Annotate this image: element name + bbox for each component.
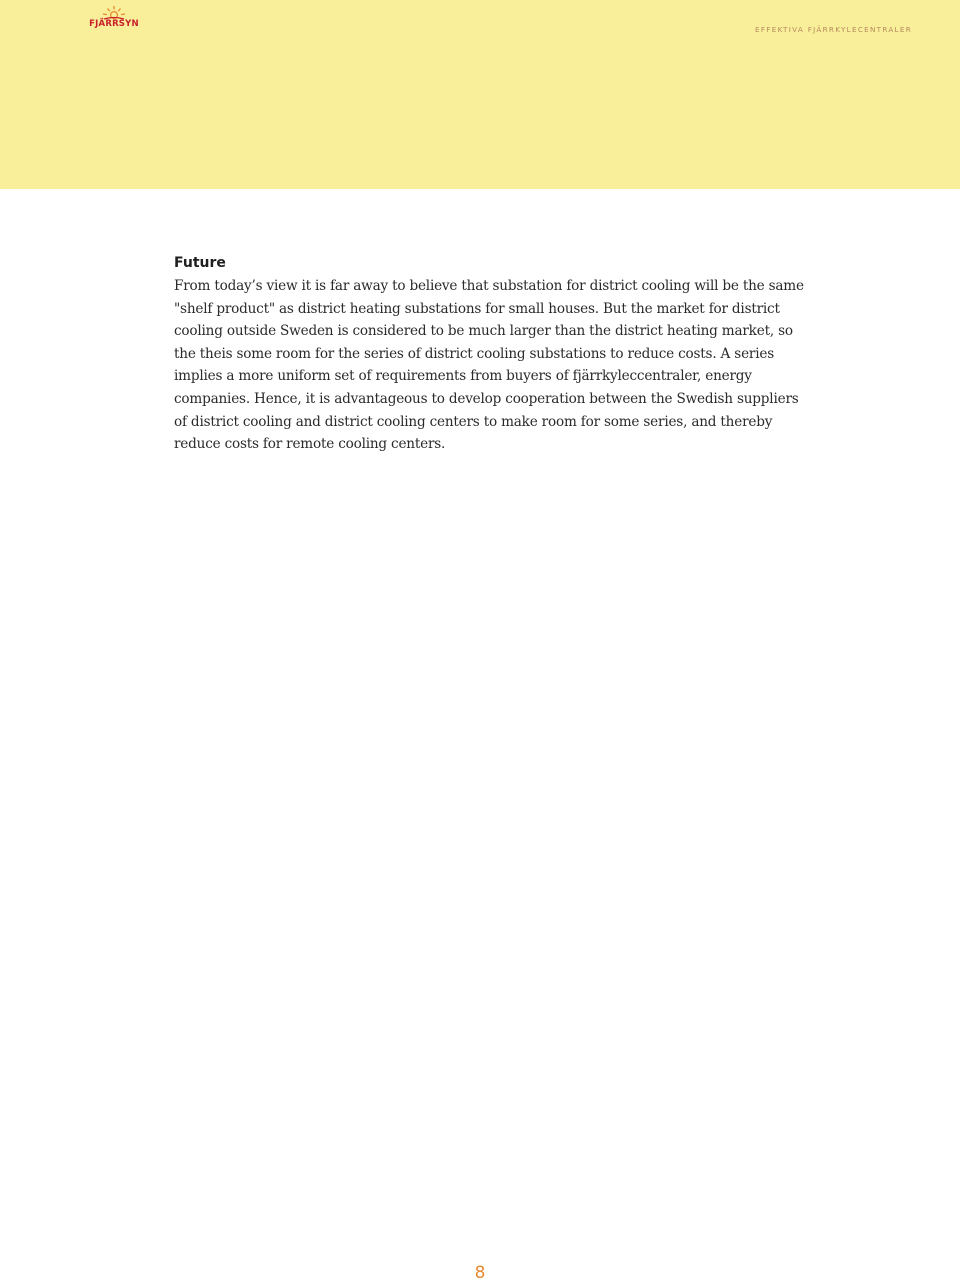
running-head: EFFEKTIVA FJÄRRKYLECENTRALER: [755, 25, 912, 34]
sun-logo-icon: [100, 5, 128, 20]
header-band: [0, 0, 960, 189]
body-paragraph: From today’s view it is far away to believe that substation for district cooling will be the same "shelf product" as district heating substations for small houses. But the market for district cooling outside Sweden is considered to be much larger than the district heating market, so the theis some room for the series of district cooling substations to reduce costs. A series implies a more uniform set of requirements from buyers of fjärrkyleccentraler, energy companies. Hence, it is advantageous to develop cooperation between the Swedish suppliers of district cooling and district cooling centers to make room for some series, and thereby reduce costs for remote cooling centers.: [174, 278, 804, 453]
fjarrsyn-logo: [88, 5, 140, 31]
section-heading: Future: [174, 255, 226, 271]
main-content: [174, 253, 814, 456]
logo-text: FJÄRRSYN: [89, 19, 139, 29]
page-number: 8: [474, 1263, 486, 1283]
